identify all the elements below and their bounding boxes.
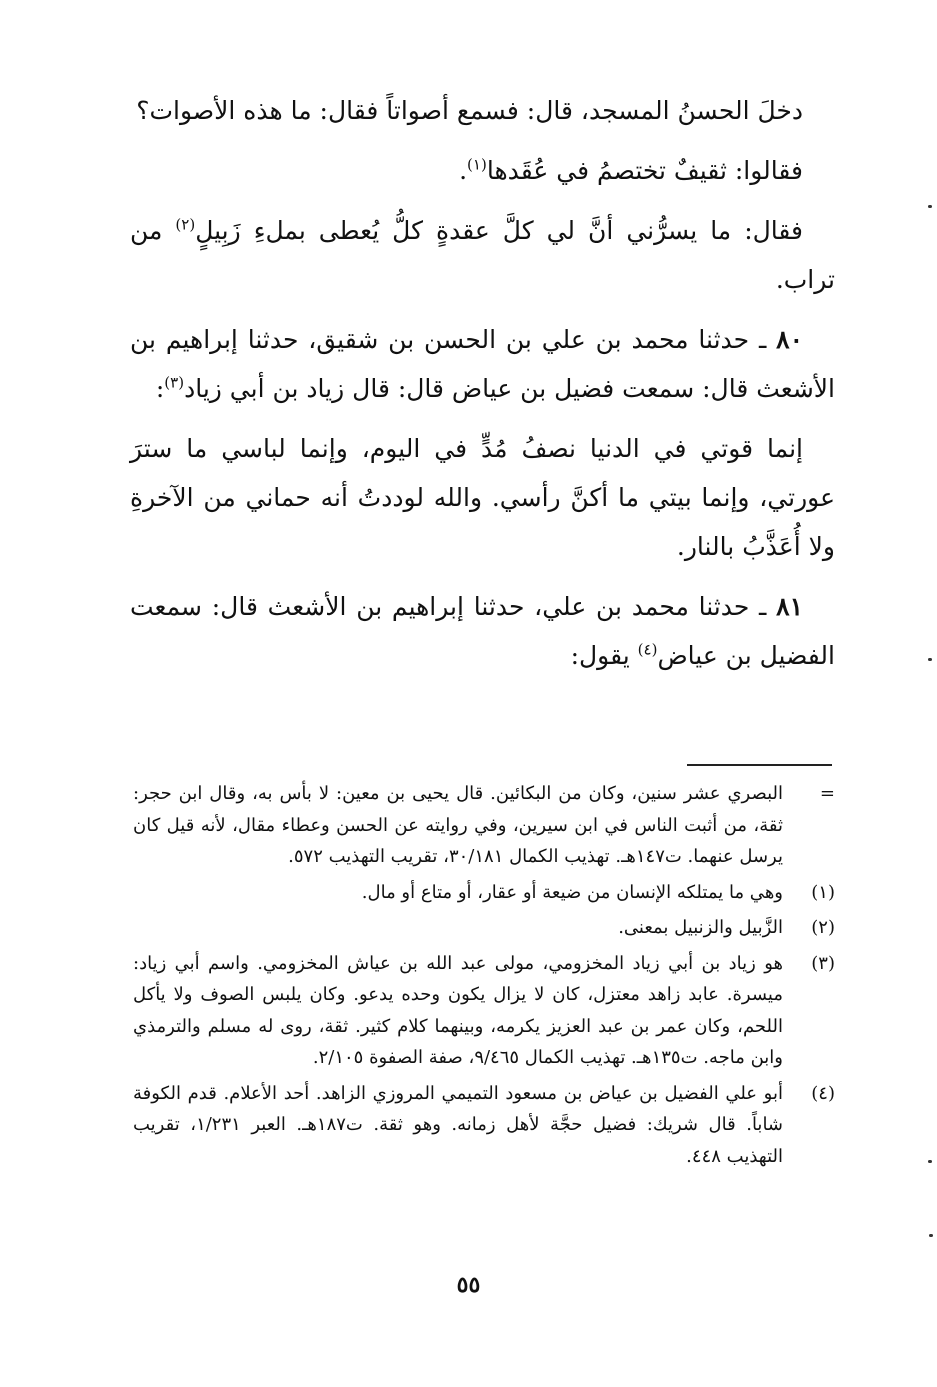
hadith-number: ٨١ <box>776 592 803 621</box>
footnote-3 <box>133 948 835 1074</box>
paragraph-1 <box>130 86 835 135</box>
footnote-text: هو زياد بن أبي زياد المخزومي، مولى عبد الله بن عياش المخزومي. واسم أبي زياد: ميسرة. عابد زاهد معتزل، كان لا يزال يكون وحده يدعو. وكان يلبس الصوف ولا يأكل اللحم، وكان عمر بن عبد العزيز يكرمه، وبينهما كلام كثير. ثقة، روى له مسلم والترمذي وابن ماجه. ت١٣٥هـ. تهذيب الكمال ٩/٤٦٥، صفة الصفوة ٢/١٠٥. <box>133 952 783 1068</box>
footnote-text: الزَّبيل والزنبيل بمعنى. <box>618 917 783 938</box>
footnote-ref: (٤) <box>637 640 658 659</box>
paragraph-text: ـ حدثنا محمد بن علي، حدثنا إبراهيم بن الأشعث قال: سمعت الفضيل بن عياض <box>130 592 835 670</box>
paragraph-text: دخلَ الحسنُ المسجد، قال: فسمع أصواتاً فقال: ما هذه الأصوات؟ <box>136 96 803 125</box>
footnote-marker: (٢) <box>811 917 835 938</box>
footnote-text: البصري عشر سنين، وكان من البكائين. قال يحيى بن معين: لا بأس به، وقال ابن حجر: ثقة، من أثبت الناس في ابن سيرين، وفي روايته عن الحسن وعطاء مقال، لأنه قيل كان يرسل عنهما. ت١٤٧هـ. تهذيب الكمال ٣٠/١٨١، تقريب التهذيب ٥٧٢. <box>133 783 783 867</box>
paragraph-text: إنما قوتي في الدنيا نصفُ مُدٍّ في اليوم، وإنما لباسي ما سترَ عورتي، وإنما بيتي ما أكنَّ رأسي. والله لوددتُ أنه حماني من الآخرةِ ولا أُعَذَّبُ بالنار. <box>130 434 835 561</box>
paragraph-text: ـ حدثنا محمد بن علي بن الحسن بن شقيق، حدثنا إبراهيم بن الأشعث قال: سمعت فضيل بن عياض قال: قال زياد بن أبي زياد <box>130 325 835 403</box>
footnote-separator <box>687 764 832 766</box>
scan-speck <box>928 1160 932 1163</box>
footnote-ref: (١) <box>467 155 487 174</box>
paragraph-6 <box>130 582 835 680</box>
paragraph-text: فقال: ما يسرُّني أنَّ لي كلَّ عقدةٍ كلُّ يُعطى بملءِ زَبِيلٍ <box>195 216 803 245</box>
footnote-4 <box>133 1078 835 1173</box>
footnote-ref: (٣) <box>164 373 185 392</box>
footnote-marker: (٤) <box>811 1082 835 1104</box>
footnote-marker: (١) <box>811 881 835 903</box>
hadith-number: ٨٠ <box>776 325 803 354</box>
footnote-text: أبو علي الفضيل بن عياض بن مسعود التميمي المروزي الزاهد. أحد الأعلام. قدم الكوفة شاباً. قال شريك: فضيل حجَّة لأهل زمانه. وهو ثقة. ت١٨٧هـ. العبر ١/٢٣١، تقريب التهذيب ٤٤٨. <box>133 1082 784 1167</box>
paragraph-tail: : <box>155 374 165 403</box>
paragraph-tail: من تراب. <box>130 216 835 294</box>
footnote-marker: = <box>819 783 835 804</box>
paragraph-tail: يقول: <box>570 641 638 670</box>
footnote-text: وهي ما يمتلكه الإنسان من ضيعة أو عقار، أو متاع أو مال. <box>361 881 783 903</box>
scan-speck <box>928 205 932 208</box>
scan-speck <box>928 658 932 661</box>
paragraph-3 <box>130 206 835 304</box>
paragraph-2 <box>130 146 835 195</box>
footnote-continued <box>133 778 835 873</box>
footnote-1 <box>133 877 835 909</box>
paragraph-4 <box>130 315 835 413</box>
page-number: ٥٥ <box>456 1272 481 1298</box>
footnotes <box>133 778 835 1176</box>
footnote-ref: (٢) <box>175 215 196 234</box>
footnote-2 <box>133 912 835 944</box>
paragraph-text: فقالوا: ثقيفٌ تختصمُ في عُقَدها <box>486 156 803 185</box>
footnote-marker: (٣) <box>811 952 835 974</box>
scan-speck <box>929 1234 933 1237</box>
paragraph-5 <box>130 424 835 571</box>
paragraph-tail: . <box>459 156 468 185</box>
main-text <box>130 86 835 691</box>
